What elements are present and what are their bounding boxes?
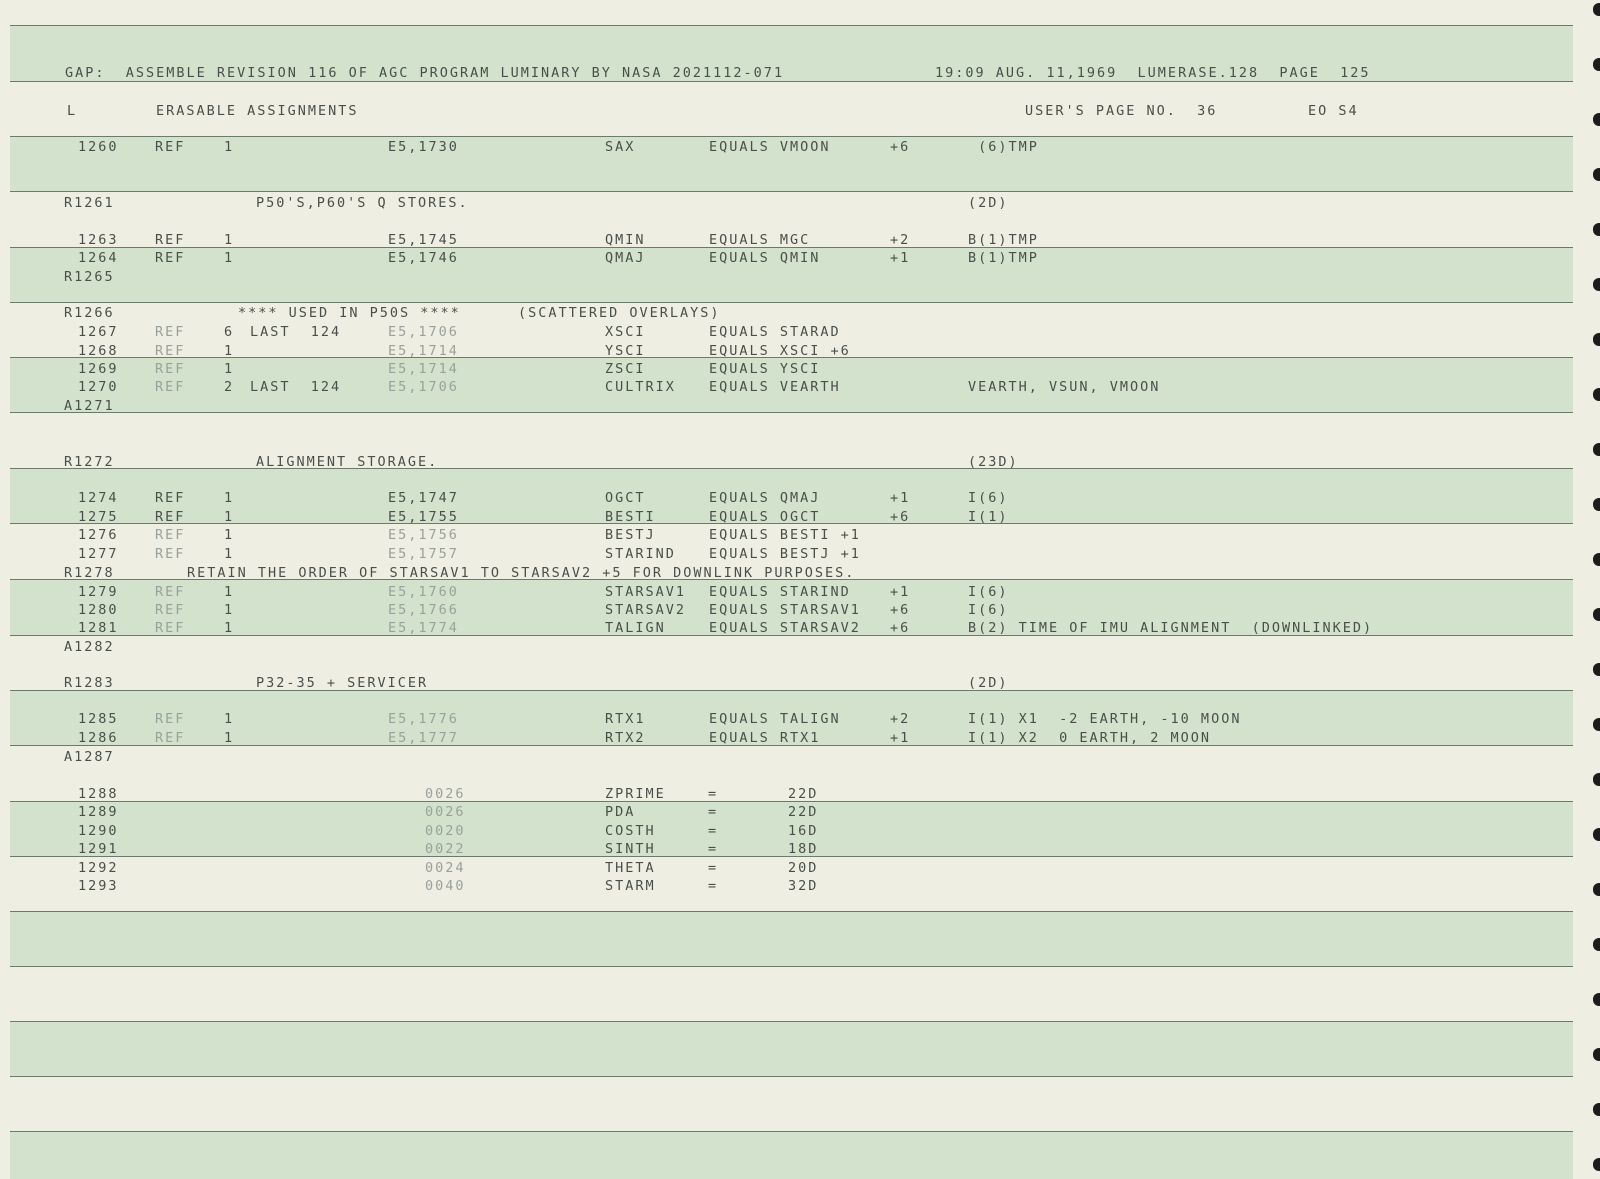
listing-sym: STARIND — [605, 546, 676, 562]
listing-num: 1268 — [78, 343, 119, 359]
feed-hole — [1593, 1158, 1600, 1171]
listing-sym: QMIN — [605, 232, 646, 248]
listing-comment: P50'S,P60'S Q STORES. — [256, 195, 469, 211]
listing-sym: THETA — [605, 860, 656, 876]
listing-op: EQUALS BESTI +1 — [709, 527, 861, 543]
listing-note: VEARTH, VSUN, VMOON — [968, 379, 1161, 395]
listing-ref: REF — [155, 490, 186, 506]
listing-sym: PDA — [605, 804, 636, 820]
feed-hole — [1593, 553, 1600, 566]
listing-sym: ZPRIME — [605, 786, 666, 802]
listing-off: +6 — [890, 620, 911, 636]
listing-dec: 22D — [788, 786, 819, 802]
listing-eq: = — [708, 860, 719, 876]
listing-refn: 1 — [224, 602, 235, 618]
listing-off: +1 — [890, 250, 911, 266]
listing-val: 0022 — [425, 841, 466, 857]
feed-hole — [1593, 993, 1600, 1006]
listing-sym: TALIGN — [605, 620, 666, 636]
listing-num: 1274 — [78, 490, 119, 506]
listing-num: A1271 — [64, 398, 115, 414]
listing-ref: REF — [155, 509, 186, 525]
listing-note: B(1)TMP — [968, 232, 1039, 248]
listing-off: +1 — [890, 490, 911, 506]
listing-off: +1 — [890, 730, 911, 746]
listing-op: EQUALS YSCI — [709, 361, 821, 377]
eo-label: EO S4 — [1308, 103, 1359, 119]
listing-val: 0024 — [425, 860, 466, 876]
ruling-line — [10, 81, 1573, 82]
listing-num: 1293 — [78, 878, 119, 894]
listing-sym: XSCI — [605, 324, 646, 340]
listing-sym: RTX2 — [605, 730, 646, 746]
listing-off: +6 — [890, 602, 911, 618]
listing-op: EQUALS STARSAV2 — [709, 620, 861, 636]
listing-num: 1267 — [78, 324, 119, 340]
listing-dec: 32D — [788, 878, 819, 894]
listing-note: I(6) — [968, 584, 1009, 600]
listing-ref: REF — [155, 527, 186, 543]
listing-refn: 1 — [224, 546, 235, 562]
feed-hole — [1593, 113, 1600, 126]
header-title: GAP: ASSEMBLE REVISION 116 OF AGC PROGRAM LUMINARY BY NASA 2021112-071 — [65, 65, 785, 81]
listing-num: 1276 — [78, 527, 119, 543]
listing-last: LAST 124 — [250, 324, 342, 340]
ruling-line — [10, 966, 1573, 967]
feed-hole — [1593, 718, 1600, 731]
listing-num: R1265 — [64, 269, 115, 285]
listing-num: 1260 — [78, 139, 119, 155]
listing-num: 1290 — [78, 823, 119, 839]
listing-refn: 1 — [224, 343, 235, 359]
listing-num: R1283 — [64, 675, 115, 691]
listing-op: EQUALS STARSAV1 — [709, 602, 861, 618]
listing-sym: YSCI — [605, 343, 646, 359]
listing-refn: 1 — [224, 509, 235, 525]
listing-op: EQUALS VMOON — [709, 139, 831, 155]
listing-val: 0040 — [425, 878, 466, 894]
listing-sym: STARSAV2 — [605, 602, 687, 618]
listing-op: EQUALS RTX1 — [709, 730, 821, 746]
ruling-line — [10, 191, 1573, 192]
listing-eq: = — [708, 804, 719, 820]
listing-eq: = — [708, 841, 719, 857]
listing-ref: REF — [155, 546, 186, 562]
feed-hole — [1593, 443, 1600, 456]
feed-hole — [1593, 3, 1600, 16]
listing-comment: RETAIN THE ORDER OF STARSAV1 TO STARSAV2 +5 FOR DOWNLINK PURPOSES. — [187, 565, 856, 581]
listing-op: EQUALS QMIN — [709, 250, 821, 266]
listing-ref: REF — [155, 139, 186, 155]
section-title: ERASABLE ASSIGNMENTS — [156, 103, 359, 119]
users-page-number: USER'S PAGE NO. 36 — [1025, 103, 1218, 119]
listing-num: 1269 — [78, 361, 119, 377]
ruling-line — [10, 468, 1573, 469]
listing-refn: 2 — [224, 379, 235, 395]
listing-sym: STARSAV1 — [605, 584, 687, 600]
listing-num: 1277 — [78, 546, 119, 562]
listing-last: LAST 124 — [250, 379, 342, 395]
listing-ref: REF — [155, 620, 186, 636]
listing-note: I(1) X2 0 EARTH, 2 MOON — [968, 730, 1212, 746]
listing-refn: 1 — [224, 711, 235, 727]
listing-loc: E5,1747 — [388, 490, 459, 506]
listing-dec: 16D — [788, 823, 819, 839]
listing-refn: 1 — [224, 361, 235, 377]
listing-num: 1286 — [78, 730, 119, 746]
ruling-line — [10, 136, 1573, 137]
listing-num: 1263 — [78, 232, 119, 248]
listing-loc: E5,1745 — [388, 232, 459, 248]
feed-hole — [1593, 828, 1600, 841]
listing-loc: E5,1730 — [388, 139, 459, 155]
listing-refn: 1 — [224, 250, 235, 266]
listing-num: 1275 — [78, 509, 119, 525]
listing-ref: REF — [155, 361, 186, 377]
feed-hole — [1593, 498, 1600, 511]
listing-dec: 20D — [788, 860, 819, 876]
listing-ref: REF — [155, 379, 186, 395]
listing-refn: 1 — [224, 730, 235, 746]
listing-loc: E5,1714 — [388, 343, 459, 359]
listing-comment: P32-35 + SERVICER — [256, 675, 429, 691]
listing-val: 0026 — [425, 786, 466, 802]
green-band — [10, 1021, 1573, 1076]
listing-loc: E5,1760 — [388, 584, 459, 600]
ruling-line — [10, 412, 1573, 413]
listing-loc: E5,1706 — [388, 324, 459, 340]
listing-ref: REF — [155, 584, 186, 600]
listing-val: 0020 — [425, 823, 466, 839]
listing-sym: QMAJ — [605, 250, 646, 266]
listing-comment: **** USED IN P50S **** — [238, 305, 461, 321]
listing-op: EQUALS TALIGN — [709, 711, 841, 727]
listing-eq: = — [708, 878, 719, 894]
listing-num: 1288 — [78, 786, 119, 802]
listing-off: +6 — [890, 509, 911, 525]
listing-loc: E5,1776 — [388, 711, 459, 727]
listing-eq: = — [708, 786, 719, 802]
listing-val: 0026 — [425, 804, 466, 820]
listing-num: 1264 — [78, 250, 119, 266]
listing-op: EQUALS MGC — [709, 232, 811, 248]
listing-note: (23D) — [968, 454, 1019, 470]
listing-refn: 1 — [224, 490, 235, 506]
listing-loc: E5,1746 — [388, 250, 459, 266]
listing-loc: E5,1777 — [388, 730, 459, 746]
ruling-line — [10, 25, 1573, 26]
listing-sym: COSTH — [605, 823, 656, 839]
listing-note: (2D) — [968, 195, 1009, 211]
listing-refn: 1 — [224, 527, 235, 543]
listing-sym: CULTRIX — [605, 379, 676, 395]
listing-off: +6 — [890, 139, 911, 155]
listing-op: EQUALS STARAD — [709, 324, 841, 340]
listing-num: R1272 — [64, 454, 115, 470]
listing-note: (2D) — [968, 675, 1009, 691]
listing-refn: 1 — [224, 139, 235, 155]
listing-refn: 1 — [224, 584, 235, 600]
listing-op: EQUALS BESTJ +1 — [709, 546, 861, 562]
listing-num: 1292 — [78, 860, 119, 876]
listing-eq: = — [708, 823, 719, 839]
listing-comment2: (SCATTERED OVERLAYS) — [518, 305, 721, 321]
listing-op: EQUALS QMAJ — [709, 490, 821, 506]
feed-hole — [1593, 1103, 1600, 1116]
listing-loc: E5,1755 — [388, 509, 459, 525]
listing-op: EQUALS STARIND — [709, 584, 851, 600]
listing-op: EQUALS OGCT — [709, 509, 821, 525]
feed-hole — [1593, 388, 1600, 401]
listing-sym: BESTI — [605, 509, 656, 525]
listing-off: +2 — [890, 711, 911, 727]
listing-num: 1291 — [78, 841, 119, 857]
listing-comment: ALIGNMENT STORAGE. — [256, 454, 439, 470]
feed-hole — [1593, 773, 1600, 786]
listing-note: (6)TMP — [968, 139, 1039, 155]
feed-hole — [1593, 1048, 1600, 1061]
listing-num: A1282 — [64, 639, 115, 655]
listing-note: B(2) TIME OF IMU ALIGNMENT (DOWNLINKED) — [968, 620, 1374, 636]
ruling-line — [10, 1076, 1573, 1077]
ruling-line — [10, 911, 1573, 912]
listing-note: I(6) — [968, 490, 1009, 506]
listing-dec: 22D — [788, 804, 819, 820]
listing-num: R1278 — [64, 565, 115, 581]
ruling-line — [10, 1021, 1573, 1022]
listing-num: R1266 — [64, 305, 115, 321]
listing-sym: RTX1 — [605, 711, 646, 727]
listing-num: 1280 — [78, 602, 119, 618]
listing-num: 1279 — [78, 584, 119, 600]
listing-sym: ZSCI — [605, 361, 646, 377]
feed-hole — [1593, 938, 1600, 951]
listing-loc: E5,1714 — [388, 361, 459, 377]
feed-hole — [1593, 223, 1600, 236]
listing-sym: STARM — [605, 878, 656, 894]
listing-refn: 1 — [224, 620, 235, 636]
listing-note: I(6) — [968, 602, 1009, 618]
listing-ref: REF — [155, 711, 186, 727]
listing-note: I(1) — [968, 509, 1009, 525]
listing-num: 1289 — [78, 804, 119, 820]
listing-loc: E5,1706 — [388, 379, 459, 395]
listing-ref: REF — [155, 602, 186, 618]
feed-hole — [1593, 608, 1600, 621]
listing-num: 1285 — [78, 711, 119, 727]
listing-sym: OGCT — [605, 490, 646, 506]
listing-loc: E5,1766 — [388, 602, 459, 618]
listing-loc: E5,1756 — [388, 527, 459, 543]
listing-refn: 1 — [224, 232, 235, 248]
listing-note: I(1) X1 -2 EARTH, -10 MOON — [968, 711, 1242, 727]
listing-num: 1270 — [78, 379, 119, 395]
green-band — [10, 1131, 1573, 1179]
feed-hole — [1593, 278, 1600, 291]
listing-sym: SINTH — [605, 841, 656, 857]
green-band — [10, 911, 1573, 966]
ruling-line — [10, 1131, 1573, 1132]
listing-ref: REF — [155, 343, 186, 359]
listing-loc: E5,1757 — [388, 546, 459, 562]
listing-ref: REF — [155, 232, 186, 248]
listing-sym: BESTJ — [605, 527, 656, 543]
listing-ref: REF — [155, 250, 186, 266]
listing-num: 1281 — [78, 620, 119, 636]
listing-off: +2 — [890, 232, 911, 248]
listing-note: B(1)TMP — [968, 250, 1039, 266]
listing-loc: E5,1774 — [388, 620, 459, 636]
feed-hole — [1593, 883, 1600, 896]
header-timestamp-page: 19:09 AUG. 11,1969 LUMERASE.128 PAGE 125 — [935, 65, 1371, 81]
listing-num: A1287 — [64, 749, 115, 765]
listing-ref: REF — [155, 730, 186, 746]
feed-hole — [1593, 58, 1600, 71]
listing-ref: REF — [155, 324, 186, 340]
listing-dec: 18D — [788, 841, 819, 857]
ruling-line — [10, 302, 1573, 303]
listing-num: R1261 — [64, 195, 115, 211]
listing-off: +1 — [890, 584, 911, 600]
feed-hole — [1593, 333, 1600, 346]
listing-op: EQUALS VEARTH — [709, 379, 841, 395]
listing-op: EQUALS XSCI +6 — [709, 343, 851, 359]
section-letter: L — [67, 103, 78, 119]
listing-refn: 6 — [224, 324, 235, 340]
feed-hole — [1593, 663, 1600, 676]
listing-sym: SAX — [605, 139, 636, 155]
feed-hole — [1593, 168, 1600, 181]
ruling-line — [10, 690, 1573, 691]
